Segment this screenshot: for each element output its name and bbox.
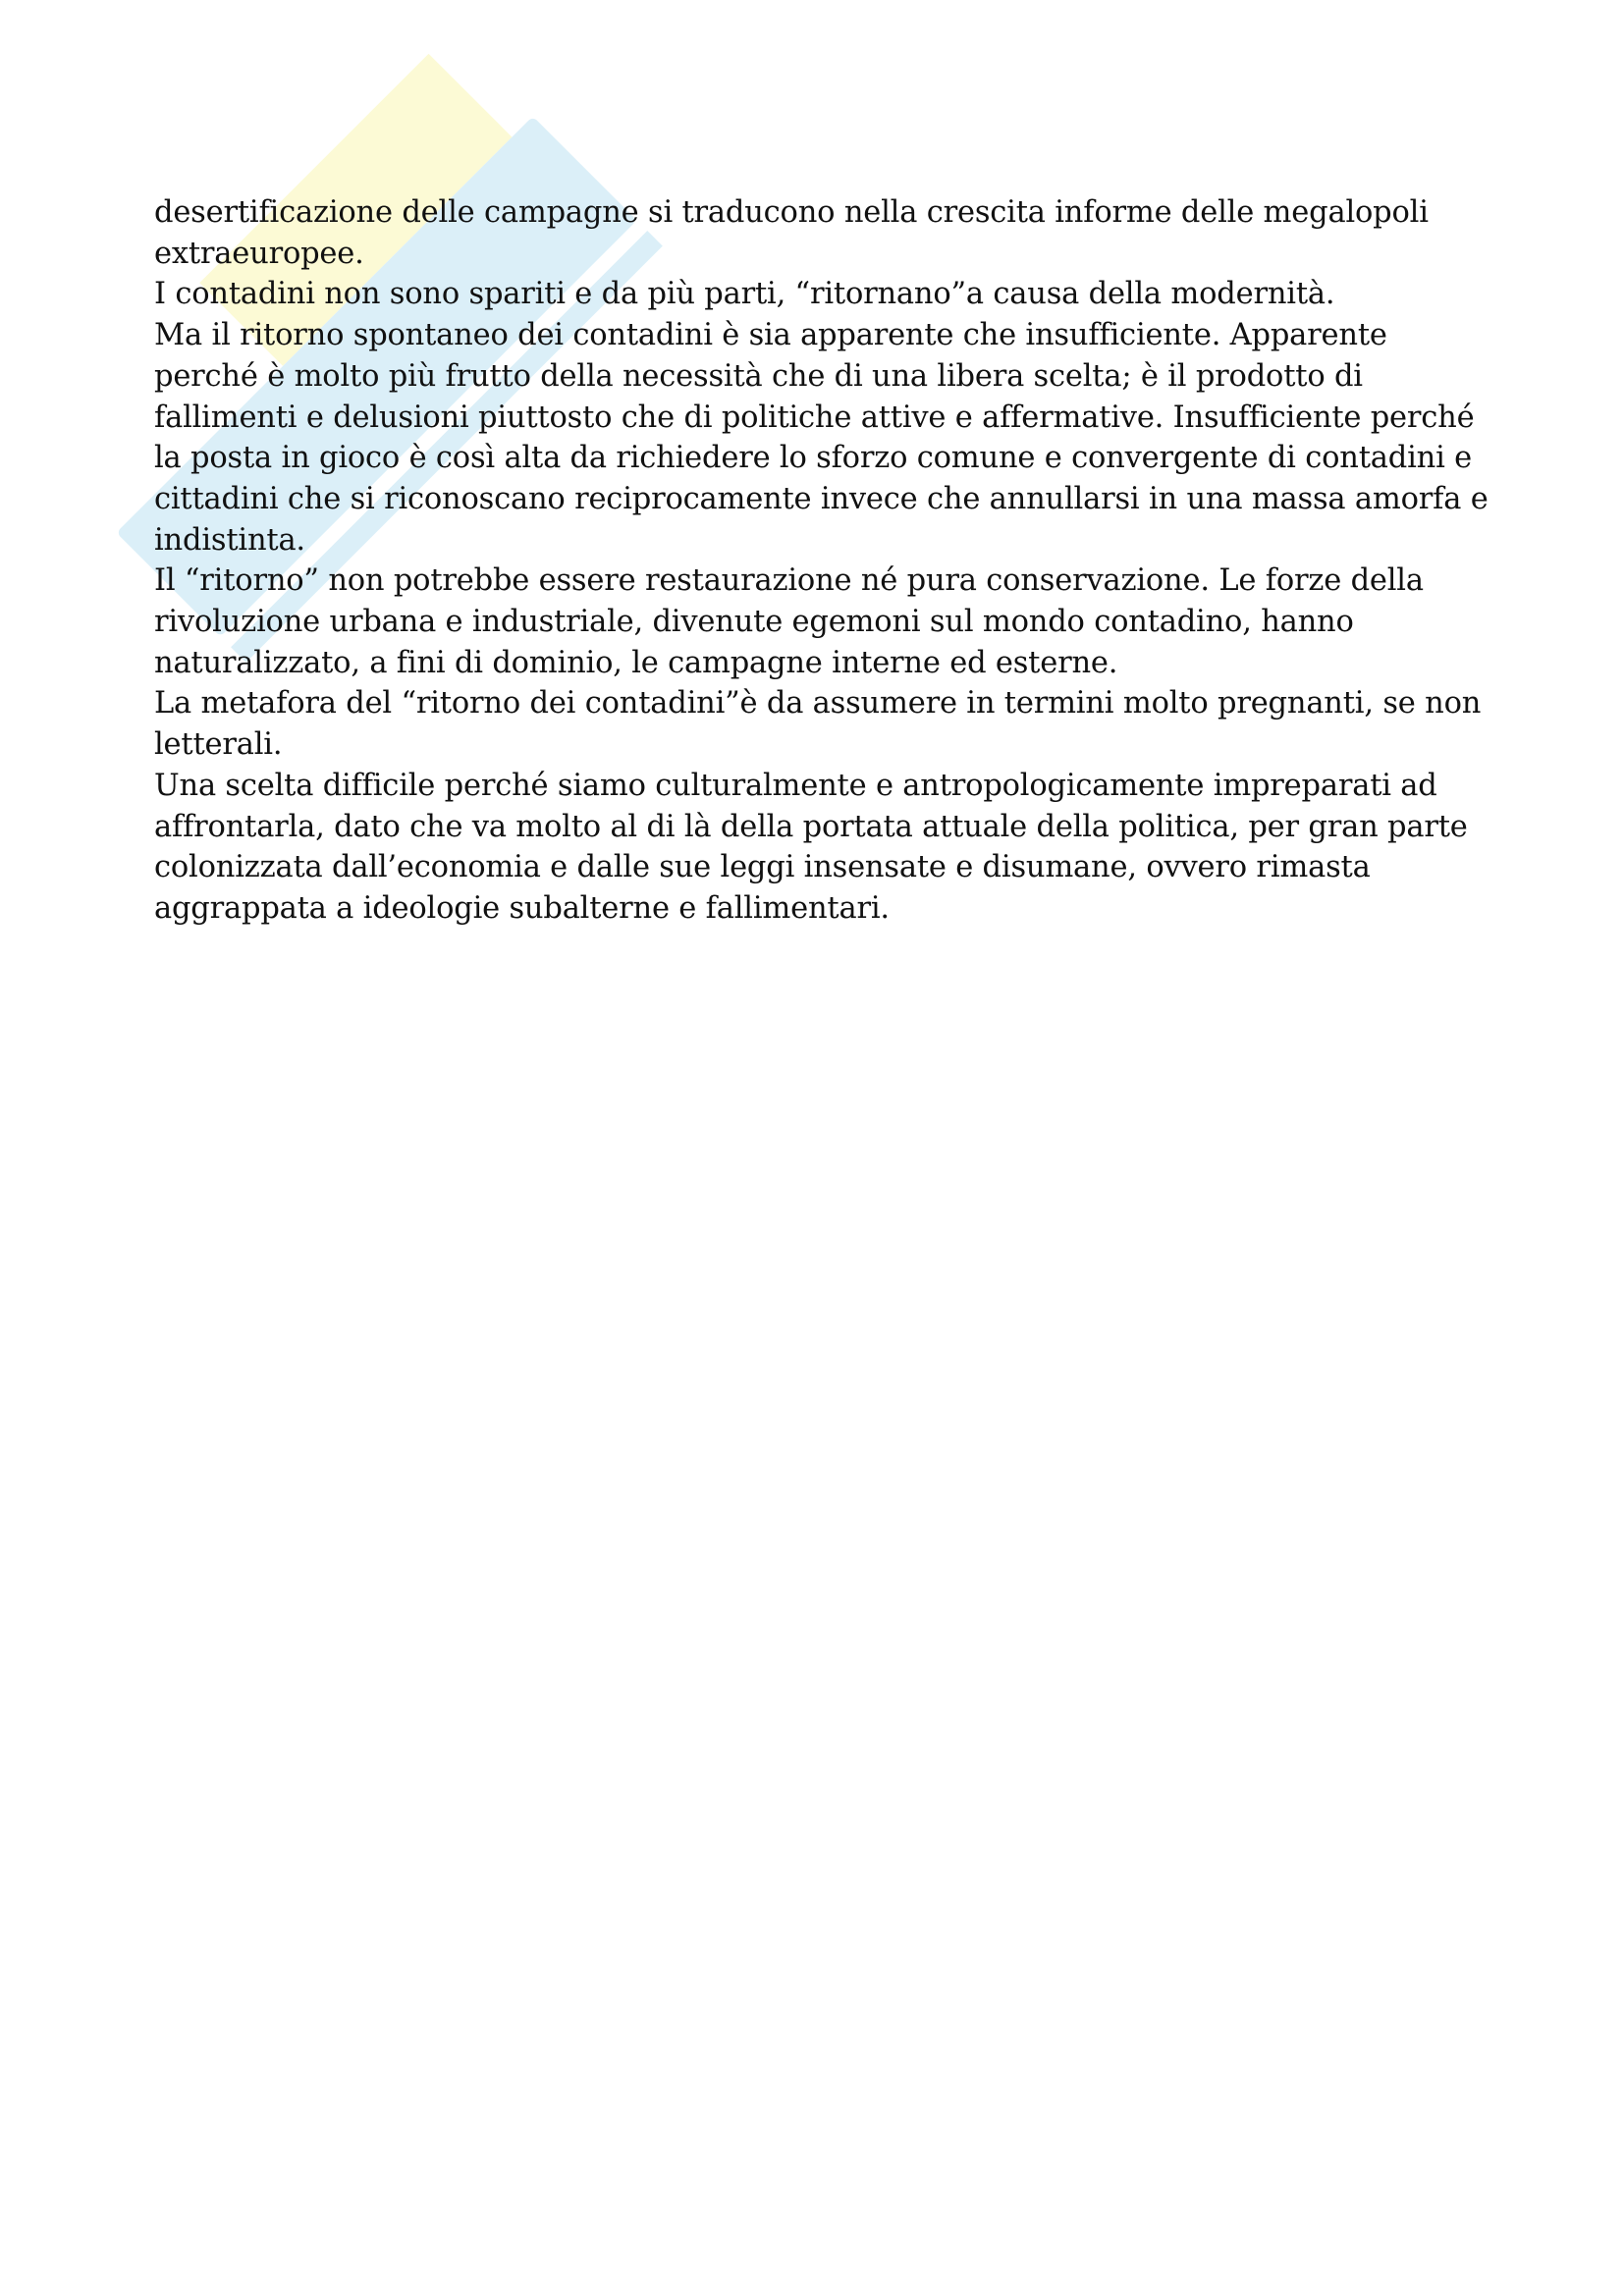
paragraph-1: desertificazione delle campagne si traducono nella crescita informe delle megalopoli extraeuropee. [154,195,1429,271]
paragraph-3: Ma il ritorno spontaneo dei contadini è sia apparente che insufficiente. Apparente perché è molto più frutto della necessità che di una libera scelta; è il prodotto di fallimenti e delusioni piuttosto che di politiche attive e affermative. Insufficiente perché la posta in gioco è così alta da richiedere lo sforzo comune e convergente di contadini e cittadini che si riconoscano reciprocamente invece che annullarsi in una massa amorfa e indistinta. [154,318,1489,558]
paragraph-5: La metafora del “ritorno dei contadini”è da assumere in termini molto pregnanti, se non letterali. [154,686,1482,763]
document-body [154,192,1499,930]
paragraph-4: Il “ritorno” non potrebbe essere restaurazione né pura conservazione. Le forze della rivoluzione urbana e industriale, divenute egemoni sul mondo contadino, hanno naturalizzato, a fini di dominio, le campagne interne ed esterne. [154,563,1424,680]
paragraph-6: Una scelta difficile perché siamo culturalmente e antropologicamente impreparati ad affrontarla, dato che va molto al di là della portata attuale della politica, per gran parte colonizzata dall’economia e dalle sue leggi insensate e disumane, ovvero rimasta aggrappata a ideologie subalterne e fallimentari. [154,768,1468,926]
paragraph-2: I contadini non sono spariti e da più parti, “ritornano”a causa della modernità. [154,277,1335,312]
